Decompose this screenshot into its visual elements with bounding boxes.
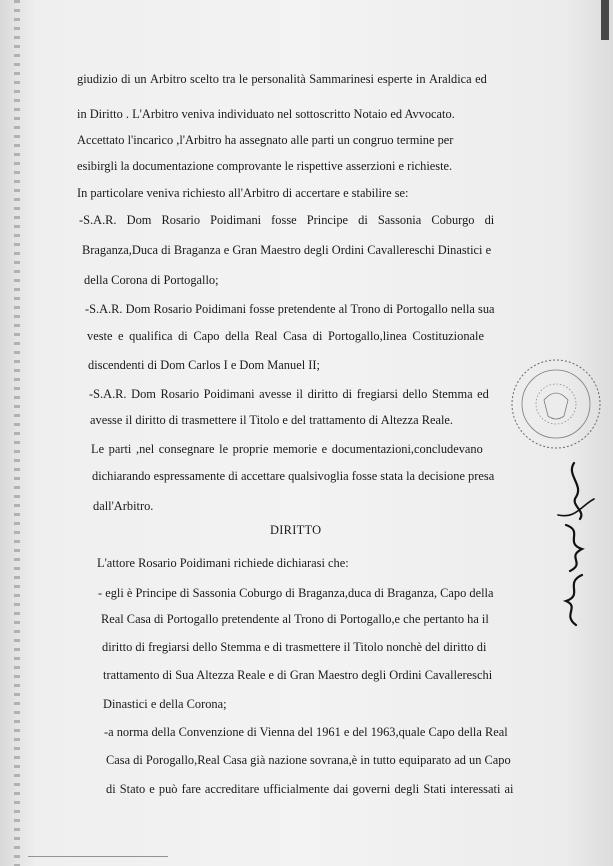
text-line-22: Dinastici e della Corona; xyxy=(103,697,227,711)
section-heading: DIRITTO xyxy=(270,523,322,537)
text-line-9: -S.A.R. Dom Rosario Poidimani fosse pretendente al Trono di Portogallo nella sua xyxy=(85,302,495,316)
corner-mark xyxy=(601,0,609,40)
text-line-5: In particolare veniva richiesto all'Arbitro di accertare e stabilire se: xyxy=(77,186,409,200)
text-line-19: Real Casa di Portogallo pretendente al Trono di Portogallo,e che pertanto ha il xyxy=(101,612,489,626)
text-line-14: Le parti ,nel consegnare le proprie memorie e documentazioni,concludevano xyxy=(91,442,483,456)
text-line-4: esibirgli la documentazione comprovante le rispettive asserzioni e richieste. xyxy=(77,159,453,173)
text-line-13: avesse il diritto di trasmettere il Titolo e del trattamento di Altezza Reale. xyxy=(90,413,454,427)
text-line-12: -S.A.R. Dom Rosario Poidimani avesse il diritto di fregiarsi dello Stemma ed xyxy=(89,387,489,401)
text-line-7: Braganza,Duca di Braganza e Gran Maestro degli Ordini Cavallereschi Dinastici e xyxy=(82,243,492,257)
text-line-11: discendenti di Dom Carlos I e Dom Manuel II; xyxy=(88,358,320,372)
text-line-25: di Stato e può fare accreditare ufficialmente dai governi degli Stati interessati ai xyxy=(106,782,514,796)
text-line-6: -S.A.R. Dom Rosario Poidimani fosse Principe di Sassonia Coburgo di xyxy=(79,213,495,227)
text-line-21: trattamento di Sua Altezza Reale e di Gran Maestro degli Ordini Cavallereschi xyxy=(103,668,493,682)
text-line-15: dichiarando espressamente di accettare qualsivoglia fosse stata la decisione presa xyxy=(92,469,495,483)
text-line-8: della Corona di Portogallo; xyxy=(84,273,219,287)
notary-stamp xyxy=(508,356,604,452)
text-line-1: giudizio di un Arbitro scelto tra le personalità Sammarinesi esperte in Araldica ed xyxy=(77,72,487,86)
text-line-20: diritto di fregiarsi dello Stemma e di trasmettere il Titolo nonchè del diritto di xyxy=(102,640,487,654)
text-line-3: Accettato l'incarico ,l'Arbitro ha assegnato alle parti un congruo termine per xyxy=(77,133,454,147)
text-line-16: dall'Arbitro. xyxy=(93,499,154,513)
text-line-2: in Diritto . L'Arbitro veniva individuato nel sottoscritto Notaio ed Avvocato. xyxy=(77,107,455,121)
handwritten-signature xyxy=(536,455,606,635)
text-line-24: Casa di Porogallo,Real Casa già nazione sovrana,è in tutto equiparato ad un Capo xyxy=(106,753,511,767)
text-line-18: - egli è Principe di Sassonia Coburgo di Braganza,duca di Braganza, Capo della xyxy=(98,586,494,600)
binding-marks xyxy=(14,0,20,866)
bottom-rule xyxy=(28,856,168,857)
text-line-23: -a norma della Convenzione di Vienna del 1961 e del 1963,quale Capo della Real xyxy=(104,725,508,739)
text-line-10: veste e qualifica di Capo della Real Casa di Portogallo,linea Costituzionale xyxy=(87,329,484,343)
text-line-17: L'attore Rosario Poidimani richiede dichiarasi che: xyxy=(97,556,349,570)
